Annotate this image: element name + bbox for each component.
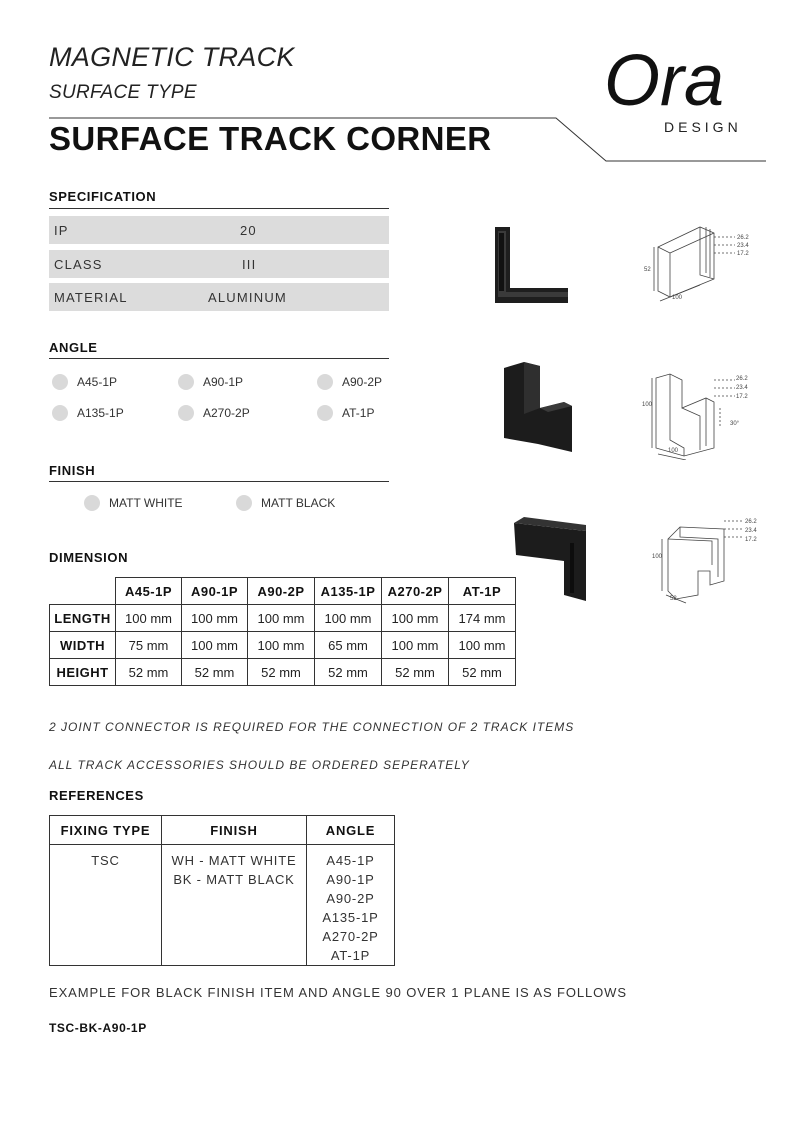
product-photo-corner-2p (498, 360, 578, 455)
references-heading: REFERENCES (49, 788, 144, 803)
table-cell: 52 mm (116, 659, 182, 686)
dim-label: 100 (652, 554, 663, 560)
list-item: WH - MATT WHITE (171, 853, 297, 868)
spec-row-material (49, 283, 389, 311)
option-label: AT-1P (342, 406, 375, 420)
radio-circle (52, 374, 68, 390)
finish-heading: FINISH (49, 463, 96, 478)
angle-rule (49, 358, 389, 359)
angle-option-a90-1p[interactable] (178, 374, 243, 390)
spec-key: IP (54, 223, 69, 238)
technical-drawing-3 (640, 515, 760, 605)
dimension-header-row (50, 578, 516, 605)
document-title: MAGNETIC TRACK (49, 42, 295, 72)
specification-heading: SPECIFICATION (49, 189, 157, 204)
option-label: A90-1P (203, 375, 244, 389)
technical-drawing-1 (640, 215, 755, 305)
dim-label: 26.2 (745, 519, 757, 525)
spec-row-class (49, 250, 389, 278)
table-row (50, 605, 516, 632)
dim-label: 26.2 (736, 376, 748, 382)
list-item: AT-1P (330, 948, 371, 963)
dim-label: 52 (644, 267, 651, 273)
column-header: A90-1P (182, 578, 248, 605)
table-cell: 52 mm (315, 659, 382, 686)
angle-option-a270-2p[interactable] (178, 405, 250, 421)
table-cell: 100 mm (182, 632, 248, 659)
table-cell: 100 mm (449, 632, 516, 659)
table-cell: 100 mm (382, 605, 449, 632)
list-item: A45-1P (326, 853, 375, 868)
column-header: ANGLE (307, 816, 395, 845)
product-photo-corner-270 (510, 515, 590, 603)
column-header: A135-1P (315, 578, 382, 605)
angle-option-a45-1p[interactable] (52, 374, 117, 390)
dim-label: 26.2 (737, 235, 749, 241)
angle-cell (307, 845, 395, 966)
angle-option-a90-2p[interactable] (317, 374, 382, 390)
dim-label: 17.2 (736, 394, 748, 400)
note-accessories: ALL TRACK ACCESSORIES SHOULD BE ORDERED SEPERATELY (49, 758, 470, 772)
option-label: A45-1P (77, 375, 118, 389)
references-header-row (50, 816, 395, 845)
spec-value: III (242, 257, 257, 272)
specification-rule (49, 208, 389, 209)
product-title: SURFACE TRACK CORNER (49, 120, 492, 157)
dim-label: 17.2 (737, 251, 749, 257)
product-photo-corner-flat (490, 225, 575, 305)
dim-label: 17.2 (745, 537, 757, 543)
column-header: A270-2P (382, 578, 449, 605)
empty-corner-cell (50, 578, 116, 605)
dim-label: 30° (730, 421, 740, 427)
spec-row-ip (49, 216, 389, 244)
column-header: FINISH (162, 816, 307, 845)
list-item: A90-1P (326, 872, 375, 887)
table-cell: 100 mm (248, 605, 315, 632)
dimension-heading: DIMENSION (49, 550, 129, 565)
document-subtitle: SURFACE TYPE (49, 82, 197, 103)
list-item: TSC (91, 853, 120, 868)
row-header: WIDTH (50, 632, 116, 659)
dim-label: 23.4 (745, 528, 757, 534)
radio-circle (178, 374, 194, 390)
finish-option-matt-black[interactable] (236, 495, 335, 511)
option-label: A135-1P (77, 406, 124, 420)
fixing-type-cell (50, 845, 162, 966)
references-body-row (50, 845, 395, 966)
spec-value: 20 (240, 223, 257, 238)
finish-rule (49, 481, 389, 482)
list-item: A90-2P (326, 891, 375, 906)
example-text: EXAMPLE FOR BLACK FINISH ITEM AND ANGLE 90 OVER 1 PLANE IS AS FOLLOWS (49, 985, 627, 1000)
table-cell: 100 mm (382, 632, 449, 659)
column-header: AT-1P (449, 578, 516, 605)
table-row (50, 659, 516, 686)
angle-option-a135-1p[interactable] (52, 405, 124, 421)
spec-key: CLASS (54, 257, 103, 272)
example-code: TSC-BK-A90-1P (49, 1021, 147, 1035)
list-item: A270-2P (322, 929, 379, 944)
list-item: A135-1P (322, 910, 379, 925)
table-cell: 75 mm (116, 632, 182, 659)
radio-circle (317, 374, 333, 390)
dim-label: 52 (670, 596, 677, 602)
column-header: FIXING TYPE (50, 816, 162, 845)
radio-circle (52, 405, 68, 421)
angle-heading: ANGLE (49, 340, 98, 355)
table-cell: 52 mm (182, 659, 248, 686)
spec-value: ALUMINUM (208, 290, 287, 305)
radio-circle (317, 405, 333, 421)
angle-option-at-1p[interactable] (317, 405, 374, 421)
option-label: MATT WHITE (109, 496, 183, 510)
dim-label: 100 (672, 295, 683, 301)
dim-label: 23.4 (737, 243, 749, 249)
radio-circle (84, 495, 100, 511)
option-label: A90-2P (342, 375, 383, 389)
dim-label: 100 (642, 402, 653, 408)
logo-script-text: Ora (604, 41, 725, 121)
table-cell: 174 mm (449, 605, 516, 632)
table-cell: 100 mm (315, 605, 382, 632)
table-cell: 100 mm (248, 632, 315, 659)
table-cell: 52 mm (382, 659, 449, 686)
dim-label: 100 (668, 448, 679, 454)
finish-option-matt-white[interactable] (84, 495, 183, 511)
table-cell: 52 mm (248, 659, 315, 686)
table-cell: 100 mm (182, 605, 248, 632)
table-cell: 100 mm (116, 605, 182, 632)
dimension-table (49, 577, 516, 686)
table-row (50, 632, 516, 659)
table-cell: 52 mm (449, 659, 516, 686)
row-header: LENGTH (50, 605, 116, 632)
spec-key: MATERIAL (54, 290, 128, 305)
option-label: A270-2P (203, 406, 250, 420)
finish-cell (162, 845, 307, 966)
logo-wordmark: DESIGN (664, 119, 742, 135)
note-joint-connector: 2 JOINT CONNECTOR IS REQUIRED FOR THE CONNECTION OF 2 TRACK ITEMS (49, 720, 575, 734)
table-cell: 65 mm (315, 632, 382, 659)
radio-circle (236, 495, 252, 511)
radio-circle (178, 405, 194, 421)
column-header: A45-1P (116, 578, 182, 605)
references-table (49, 815, 395, 966)
row-header: HEIGHT (50, 659, 116, 686)
column-header: A90-2P (248, 578, 315, 605)
option-label: MATT BLACK (261, 496, 336, 510)
technical-drawing-2 (640, 368, 755, 460)
dim-label: 23.4 (736, 385, 748, 391)
list-item: BK - MATT BLACK (173, 872, 295, 887)
